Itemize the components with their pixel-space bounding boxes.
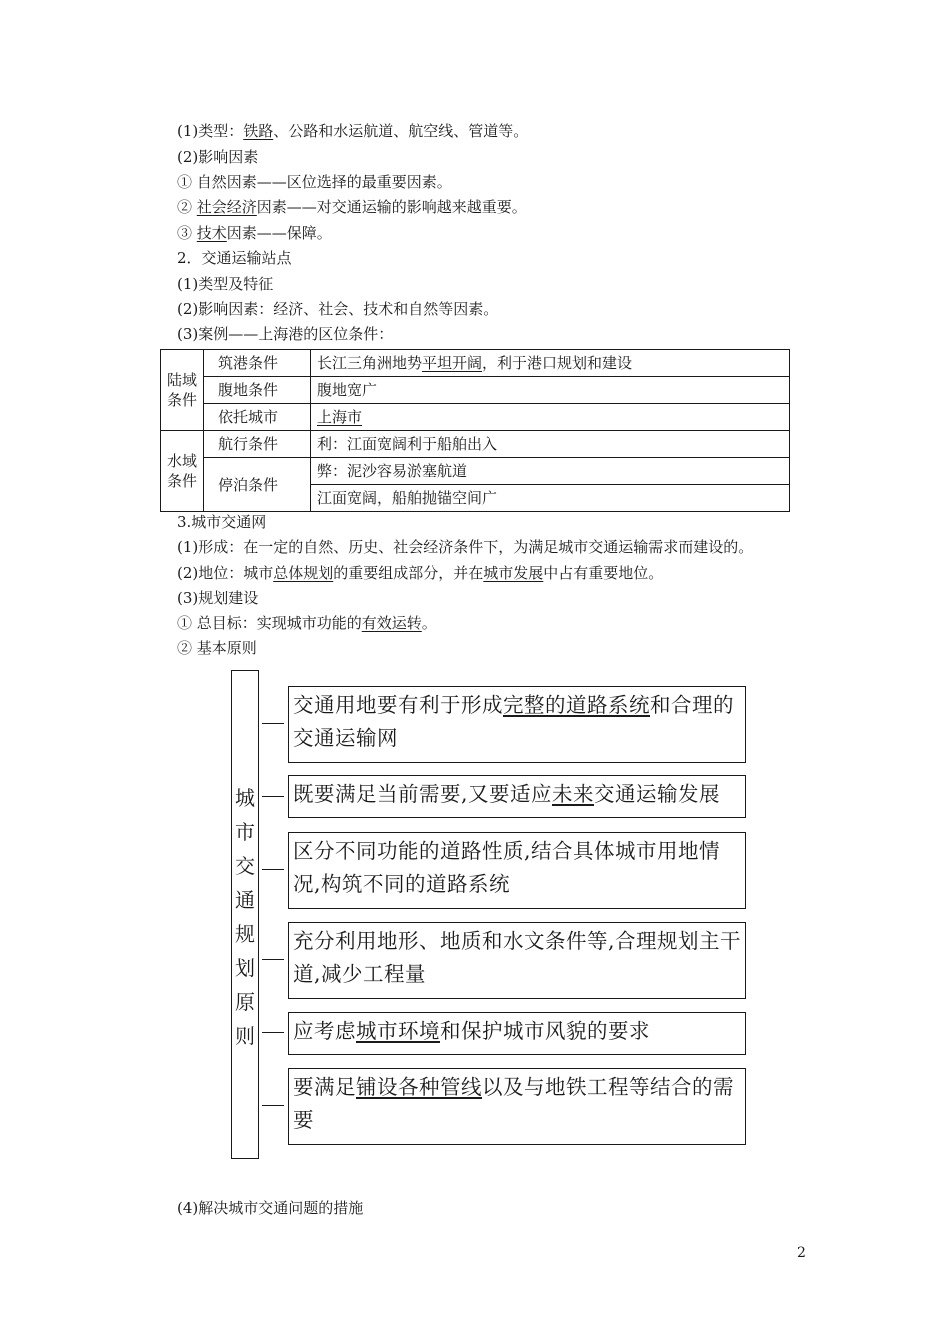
type-rest: 、公路和水运航道、航空线、管道等。 xyxy=(273,122,529,140)
socioeconomic-answer: 社会经济 xyxy=(196,198,257,216)
principle-text: 和合理的交通运输网 xyxy=(293,693,734,750)
city-development-answer: 城市发展 xyxy=(483,564,544,582)
natural-factor-line: ① 自然因素——区位选择的最重要因素。 xyxy=(177,173,452,191)
value-cell xyxy=(311,404,790,431)
condition-cell: 腹地条件 xyxy=(204,377,311,404)
value-part: ，利于港口规划和建设 xyxy=(482,354,633,372)
value-cell: 利：江面宽阔利于船舶出入 xyxy=(311,431,790,458)
principle-box-6 xyxy=(288,1068,746,1145)
condition-cell: 依托城市 xyxy=(204,404,311,431)
principle-text: 以及与地铁工程等结合的需要 xyxy=(293,1075,734,1132)
condition-cell: 航行条件 xyxy=(204,431,311,458)
measures-heading: (4)解决城市交通问题的措施 xyxy=(177,1199,364,1217)
title-char: 原 xyxy=(235,990,255,1014)
title-char: 划 xyxy=(235,956,255,980)
principle-text: 应考虑 xyxy=(293,1019,356,1043)
flat-open-answer: 平坦开阔 xyxy=(422,354,483,372)
connector-line xyxy=(262,869,284,870)
goal-part: 。 xyxy=(421,614,437,632)
principle-box-2 xyxy=(288,775,746,818)
technology-factor-line xyxy=(177,223,332,243)
shanghai-case-line: (3)案例——上海港的区位条件： xyxy=(177,325,394,343)
title-char: 则 xyxy=(235,1024,255,1048)
title-char: 市 xyxy=(235,820,255,844)
principle-text: 交通用地要有利于形成 xyxy=(293,693,503,717)
connector-line xyxy=(262,1032,284,1033)
water-group-cell xyxy=(161,431,204,512)
connector-line xyxy=(262,1105,284,1106)
principle-box-5 xyxy=(288,1012,746,1055)
city-network-heading: 3.城市交通网 xyxy=(177,513,267,531)
principle-text: 和保护城市风貌的要求 xyxy=(440,1019,650,1043)
effective-operation-answer: 有效运转 xyxy=(361,614,422,632)
socioeconomic-factor-line xyxy=(177,197,527,217)
water-group-l1: 水域 xyxy=(166,452,197,470)
value-cell: 弊：泥沙容易淤塞航道 xyxy=(311,458,790,485)
technology-answer: 技术 xyxy=(196,224,227,242)
principles-title xyxy=(232,781,258,1053)
title-char: 规 xyxy=(235,922,255,946)
factors-heading: (2)影响因素 xyxy=(177,148,259,166)
principle-box-1 xyxy=(288,686,746,763)
future-answer: 未来 xyxy=(552,782,595,806)
land-group-cell xyxy=(161,350,204,431)
value-cell: 腹地宽广 xyxy=(311,377,790,404)
value-part: 长江三角洲地势 xyxy=(317,354,423,372)
shanghai-port-table xyxy=(160,349,790,512)
city-environment-answer: 城市环境 xyxy=(356,1019,440,1043)
principle-box-3: 区分不同功能的道路性质,结合具体城市用地情况,构筑不同的道路系统 xyxy=(288,832,746,909)
condition-cell: 筑港条件 xyxy=(204,350,311,377)
socioeconomic-rest: 因素——对交通运输的影响越来越重要。 xyxy=(256,198,527,216)
principle-text: 要满足 xyxy=(293,1075,356,1099)
road-system-answer: 完整的道路系统 xyxy=(503,693,650,717)
marker: ② xyxy=(177,198,197,216)
position-part: 中占有重要地位。 xyxy=(543,564,664,582)
station-factors-line: (2)影响因素：经济、社会、技术和自然等因素。 xyxy=(177,300,499,318)
title-char: 通 xyxy=(235,888,255,912)
technology-rest: 因素——保障。 xyxy=(226,224,332,242)
value-cell: 江面宽阔，船舶抛锚空间广 xyxy=(311,485,790,512)
value-cell xyxy=(311,350,790,377)
connector-line xyxy=(262,796,284,797)
type-line xyxy=(177,121,528,141)
land-group-l1: 陆域 xyxy=(166,371,197,389)
connector-line xyxy=(262,723,284,724)
principle-text: 交通运输发展 xyxy=(594,782,721,806)
planning-heading: (3)规划建设 xyxy=(177,589,259,607)
station-types-line: (1)类型及特征 xyxy=(177,275,274,293)
stations-heading: 2．交通运输站点 xyxy=(177,249,292,267)
marker: ③ xyxy=(177,224,197,242)
principle-text: 既要满足当前需要,又要适应 xyxy=(293,782,553,806)
type-label: (1)类型： xyxy=(177,122,244,140)
title-char: 城 xyxy=(235,786,255,810)
position-part: 的重要组成部分，并在 xyxy=(333,564,484,582)
land-group-l2: 条件 xyxy=(166,391,197,409)
position-line xyxy=(177,563,663,583)
pipelines-answer: 铺设各种管线 xyxy=(356,1075,482,1099)
railway-answer: 铁路 xyxy=(243,122,274,140)
principles-heading: ② 基本原则 xyxy=(177,639,257,657)
connector-line xyxy=(262,959,284,960)
principle-box-4: 充分利用地形、地质和水文条件等,合理规划主干道,减少工程量 xyxy=(288,922,746,999)
principles-title-box xyxy=(231,670,259,1159)
position-part: (2)地位：城市 xyxy=(177,564,274,582)
condition-cell: 停泊条件 xyxy=(204,458,311,512)
goal-part: ① 总目标：实现城市功能的 xyxy=(177,614,362,632)
formation-line: (1)形成：在一定的自然、历史、社会经济条件下，为满足城市交通运输需求而建设的。 xyxy=(177,538,754,556)
master-plan-answer: 总体规划 xyxy=(273,564,334,582)
shanghai-answer: 上海市 xyxy=(317,408,363,426)
goal-line xyxy=(177,613,437,633)
page-number: 2 xyxy=(797,1245,806,1261)
title-char: 交 xyxy=(235,854,255,878)
water-group-l2: 条件 xyxy=(166,472,197,490)
